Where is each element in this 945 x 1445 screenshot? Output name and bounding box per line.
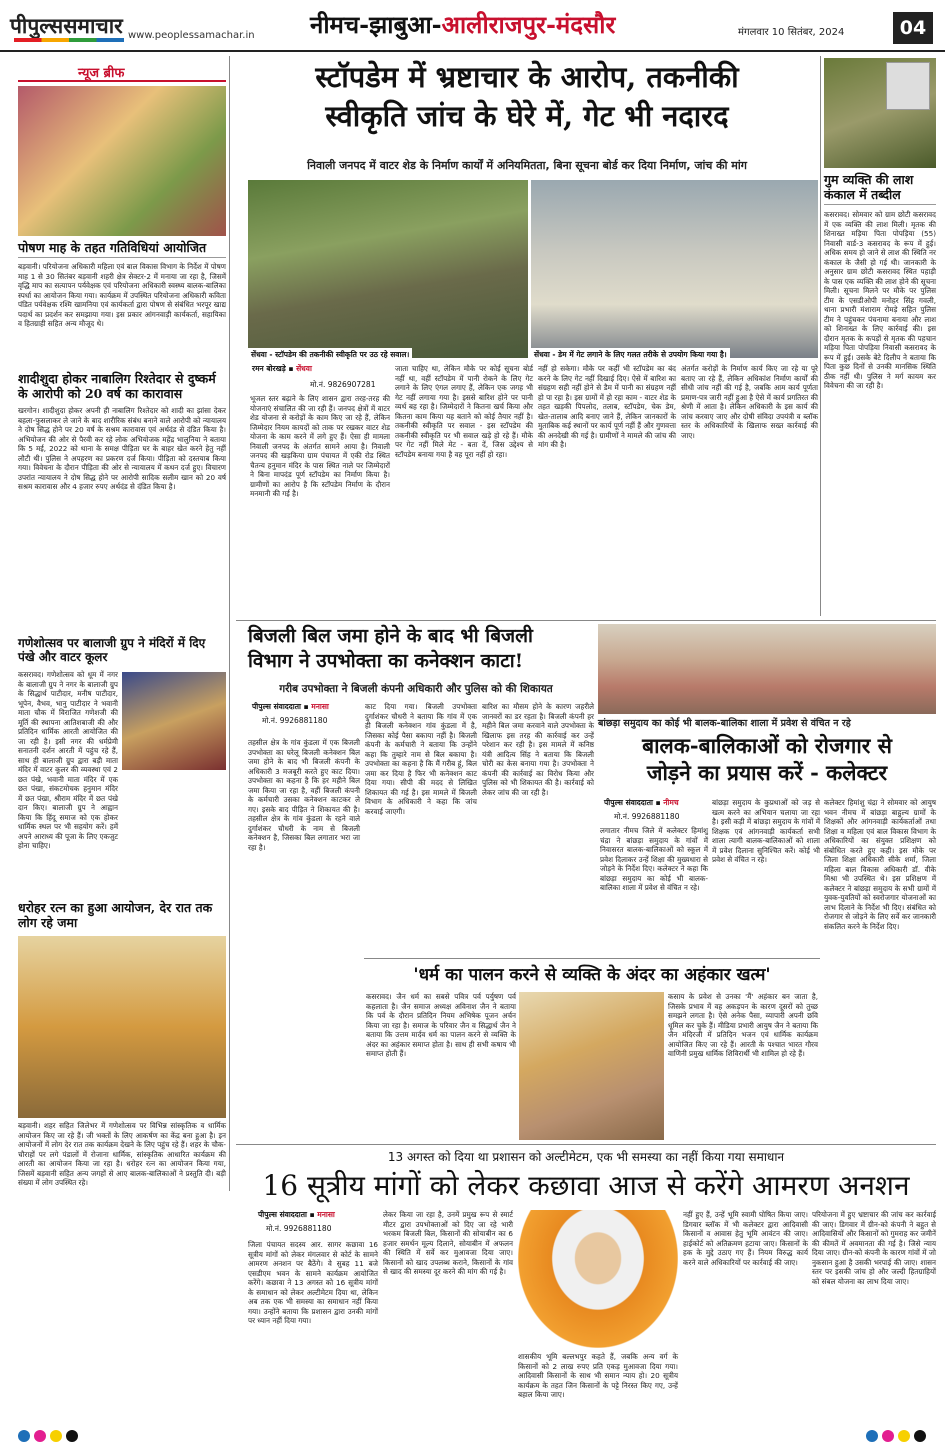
lead-subhead: निवाली जनपद में वाटर शेड के निर्माण कार्यों में अनियमितता, बिना सूचना बोर्ड कर दिया निर्माण, जांच की मांग [307, 159, 747, 172]
bijli-byline: पीपुल्स संवाददाता ▪ मनासा [252, 702, 329, 711]
bijli-headline [248, 624, 592, 673]
bijli-byline-place: मनासा [311, 702, 329, 711]
brief-4-title: धरोहर रत्न का हुआ आयोजन, देर रात तक लोग रहे जमा [18, 900, 213, 930]
dharm-col-2: कसाय के प्रवेश से उनका 'मैं' अहंकार बन जाता है, जिसके प्रभाव में वह अकड़पन के कारण दूसरों को तुच्छ समझने लगता है। ऐसे अनेक पैसा, व्यापारी अपनी छवि धूमिल कर चुके हैं। मीडिया प्रभारी आयुष जैन ने बताया कि जैन मंदिरजी में प्रतिदिन भजन एवं धार्मिक कार्यक्रम आयोजित किए जा रहे हैं। आरती के पश्चात भारत गौरव वाणिनी प्रमुख धार्मिक शिविरार्थी भी शामिल हो रहे हैं। [668, 992, 818, 1058]
section-title: नीमच-झाबुआ-आलीराजपुर-मंदसौर [310, 10, 616, 39]
lead-byline-place: सेंधवा [296, 364, 312, 373]
brief-3-body-cont [18, 774, 226, 896]
anshan-headline: 16 सूत्रीय मांगों को लेकर कछावा आज से करेंगे आमरण अनशन [262, 1169, 910, 1202]
section-divider [236, 620, 936, 621]
brief-1-body: बड़वानी। परियोजना अधिकारी महिला एवं बाल विकास विभाग के निर्देश में पोषण माह 1 से 30 सितंबर बड़वानी शहरी क्षेत्र सेक्टर-2 में मनाया जा रहा है, जिसमें वृद्धि माप का सत्यापन पर्यवेक्षक एवं परियोजना अधिकारी स्वस्थ्य बालक-बालिका स्पर्धा का आयोजन किया गया। कार्यक्रम में उपस्थित परियोजना अधिकारी कविता पंडित पर्यवेक्षक रश्मि खामनिया एवं कार्यकर्ता द्वारा पोषण से संबंधित भरपूर खाद्य पदार्थ का प्रदर्शन कर समझाया गया। इस प्रकार आंगनवाड़ी कार्यकर्ता, सहायिका व हितग्राही सहित अन्य मौजूद थे। [18, 262, 226, 328]
brief-2-title: शादीशुदा होकर नाबालिग रिश्तेदार से दुष्कर्म के आरोपी को 20 वर्ष का कारावास [18, 371, 216, 401]
logo-color-bar [14, 38, 124, 42]
column-rule [820, 56, 821, 616]
school-meeting-photo [598, 624, 936, 714]
lead-col-4: अंतर्गत करोड़ों के निर्माण कार्य किए जा रहे या पूरे बताए जा रहे हैं, लेकिन अधिकांश निर्माण कार्यों की सीधी जांच नहीं की गई है, जबकि आम कार्य पूर्णता प्रमाण-पत्र जारी नहीं हुआ है ऐसे में कार्य प्रगतिरत की श्रेणी में आता है। लेकिन अधिकारी के इस कार्य की जांच करवाए जाए और दोषी संविदा उपयंत्री व ब्लॉक स्तर के अधिकारियों के खिलाफ सख्त कार्रवाई की जाए। [681, 364, 818, 440]
jain-event-photo [519, 992, 664, 1140]
bijli-col-2: काट दिया गया। बिजली उपभोक्ता दुर्गाशंकर चौधरी ने बताया कि गांव में एक ही बिजली कनेक्शन गांव कुंडला में है, जिसका कोई पैसा बकाया नहीं है। बिजली कंपनी के कर्मचारी ने बताया कि उन्होंने कहा कि तुम्हारे नाम से बिल बकाया है। उपभोक्ता का कहना है कि मैं गरीब हूं, बिल जमा कर दिया है फिर भी कनेक्शन काट दिया गया। सीपी की मदद से लिखित शिकायत की गई है। इस मामले में बिजली विभाग के अधिकारी ने कहा कि जांच करवाई जाएगी। [365, 702, 477, 816]
anshan-mobile: मो.नं. 9926881180 [266, 1224, 332, 1233]
dharohar-event-photo [18, 936, 226, 1118]
bijli-col-3: बारिश का मौसम होने के कारण जहरीले जानवरों का डर रहता है। बिजली कंपनी हर महीने बिल जमा करवाने वाले उपभोक्ता के खिलाफ इस तरह की कार्रवाई कर उन्हें परेशान कर रही है। इस मामले में कनिष्ठ यंत्री आदित्य सिंह ने बताया कि बिजली चोरी का केस बनाया गया है। उपभोक्ता ने कंपनी की कार्रवाई का विरोध किया और पुलिस को भी शिकायत की है। कार्रवाई को लेकर जांच की जा रही है। [482, 702, 594, 797]
bijli-headline-line2: विभाग ने उपभोक्ता का कनेक्शन काटा! [248, 649, 524, 672]
bijli-headline-line1: बिजली बिल जमा होने के बाद भी बिजली [248, 625, 533, 647]
stopdam-photo-1 [248, 180, 528, 358]
nutrition-event-photo [18, 86, 226, 236]
brief-3-body: कसरावद। गणेशोत्सव को धूम में नगर के बालाजी ग्रुप ने नगर के बालाजी ग्रुप के सिद्धार्थ पाटीदार, मनीष पाटीदार, भूपेन, वैभव, भानु पाटीदार ने भवानी माता चौक में विराजित गणेशजी की मूर्ति की स्थापना आतिशबाजी की और प्रतिदिन धार्मिक आरती आयोजित की जा रही है। इसी नगर की धर्मप्रेमी सनातनी दर्शन आरती में पहुंच रहे हैं, साथ ही बालाजी ग्रुप द्वारा बड़ी माता मंदिर में वाटर कूलर की व्यवस्था एवं 2 छत पंखे, भवानी माता मंदिर में एक छत पंखा, संकटमोचक हनुमान मंदिर में छत पंखा, श्रीराम मंदिर में छत पंखे दान किए। बालाजी ग्रुप ने आह्वान किया कि हिंदू समाज को एक होकर धार्मिक स्थल पर भी सहयोग करें। हमें अपने आराध्य की पूजा के लिए एकजुट होना चाहिए। [18, 670, 118, 850]
school-headline-line1: बालक-बालिकाओं को रोजगार से [642, 733, 892, 758]
school-caption: बांछड़ा समुदाय का कोई भी बालक-बालिका शाला में प्रवेश से वंचित न रहे [598, 718, 851, 729]
column-rule [229, 56, 230, 1191]
victim-portrait [886, 62, 930, 110]
school-byline: पीपुल्स संवाददाता ▪ नीमच [604, 798, 679, 807]
anshan-band: 13 अगस्त को दिया था प्रशासन को अल्टीमेटम, एक भी समस्या का नहीं किया गया समाधान [387, 1150, 785, 1164]
lead-col-1: भूजल स्तर बढ़ाने के लिए शासन द्वारा तरह-तरह की योजनाएं संचालित की जा रही हैं। जनपद क्षेत्रों में वाटर शेड योजना से करोड़ों के काम किए जा रहे हैं, लेकिन जिम्मेदार नियम कायदों को ताक पर रखकर वाटर शेड योजना के काम करने में लगे हुए हैं। ऐसा ही मामला निवाली जनपद के अंतर्गत सामने आया है। निवाली जनपद की खड़किया ग्राम पंचायत में एकी रोड स्थित चैतन्य हनुमान मंदिर के पास स्थित नाले पर जिम्मेदारों ने बिना मापदंड पूर्ण स्टॉपडेम का निर्माण किया है। ग्रामीणों का आरोप है कि स्टॉपडेम निर्माण के दौरान मनमानी की गई है। [250, 394, 390, 498]
site-url: www.peoplessamachar.in [128, 30, 255, 41]
school-col-2: बांछड़ा समुदाय के कुप्रथाओं को जड़ से खत्म करने का अभियान चलाया जा रहा है। इसी कड़ी में बांछड़ा समुदाय के गांवों में शिक्षक एवं आंगनवाड़ी कार्यकर्ता सभी शाला त्यागी बालक-बालिकाओं को शाला में प्रवेश दिलाना सुनिश्चित करें। कोई भी प्रवेश से वंचित न रहे। [712, 798, 820, 864]
registration-mark [914, 1430, 926, 1442]
registration-mark [898, 1430, 910, 1442]
school-col-1: लगातार नीमच जिले में कलेक्टर हिमांशु चंद्रा ने बांछड़ा समुदाय के गांवों में निवासरत बालक-बालिकाओं को स्कूल में प्रवेश दिलाकर उन्हें शिक्षा की मुख्यधारा से जोड़ने के निर्देश दिए। कलेक्टर ने कहा कि बांछड़ा समुदाय का कोई भी बालक-बालिका शाला में प्रवेश से वंचित न रहे। [600, 826, 708, 892]
anshan-col-3: शासकीय भूमि बल्लभपुर कहते हैं, जबकि अन्य वर्ग के किसानों को 2 लाख रुपए प्रति एकड़ मुआवजा दिया गया। आदिवासी किसानों के साथ भी समान न्याय हो। 20 सूत्रीय कार्यक्रम के तहत जिन किसानों के पट्टे निरस्त किए गए, उन्हें बहाल किया जाए। [518, 1352, 678, 1399]
anshan-col-5: परियोजना में हुए भ्रष्टाचार की जांच कर कार्रवाई की जाए। डिगवार में ग्रीन-को कंपनी ने बहुत से आदिवासियों और किसानों को गुमराह कर जमीनें की कीमतें में अवमानता की गई है। जिसे न्याय दिया जाए। ग्रीन-को कंपनी के कारण गांवों में जो नुकसान हुआ है उसकी भरपाई की जाए। शासन स्तर पर इसकी जांच हो और जल्दी हितग्राहियों को संबल योजना का लाभ दिया जाए। [812, 1210, 936, 1286]
dharm-col-1: कसरावद। जैन धर्म का सबसे पवित्र पर्व पर्युषण पर्व कहलाता है। जैन समाज अध्यक्ष अविनाश जैन ने बताया कि पर्व के दौरान प्रतिदिन नियम अभिषेक पूजन अर्चन किया जा रहा है। समाज के परिवार जैन व सिद्धार्थ जैन ने बताया कि उत्तम मार्दव धर्म का पालन करने से व्यक्ति के अंदर का अहंकार समाप्त होता है। साथ ही सभी कषाय भी समाप्त होती हैं। [366, 992, 516, 1058]
ganesh-group-photo [122, 672, 226, 770]
anshan-col-4: नहीं हुए हैं, उन्हें भूमि स्वामी घोषित किया जाए। डिगवार ब्लॉक में भी कलेक्टर द्वारा आदिवासी किसानों व आवास हेतु भूमि आवंटन की जाए। हाईकोर्ट को अतिक्रमण हटाया जाए। किसानों के हक के मुद्दे उठाए गए हैं। नियम विरुद्ध कार्य करने वाले अधिकारियों पर कार्रवाई की जाए। [683, 1210, 808, 1267]
registration-mark [882, 1430, 894, 1442]
bijli-col-1: तहसील क्षेत्र के गांव कुंडला में एक बिजली उपभोक्ता का घरेलू बिजली कनेक्शन बिल जमा होने के बाद भी बिजली कंपनी के अधिकारी 3 मजबूरी करते हुए काट दिया। उपभोक्ता का कहना है कि हर महीने बिल जमा किया जा रहा है, वहीं बिजली कंपनी के कर्मचारी उसका कनेक्शन काटकर ले गए। इसके बाद पीड़ित ने शिकायत की है। तहसील क्षेत्र के गांव कुंडला के रहने वाले दुर्गाशंकर चौधरी के नाम से बिजली कनेक्शन है, जिसका बिल लगातार भरा जा रहा है। [248, 738, 360, 852]
stopdam-photo-2 [531, 180, 818, 358]
school-headline [598, 732, 936, 787]
news-brief-header: न्यूज ब्रीफ [18, 62, 226, 82]
brief-4-body: बड़वानी। शहर सहित जिलेभर में गणेशोत्सव पर विभिन्न सांस्कृतिक व धार्मिक आयोजन किए जा रहे हैं। जी भक्तों के लिए आकर्षण का केंद्र बना हुआ है। इन आयोजनों में लोग देर रात तक कार्यक्रम देखने के लिए पहुंच रहे हैं। शहर के चौक-चौराहों पर लगे पंडालों में रोजाना धार्मिक, सांस्कृतिक आधारित कार्यक्रम की आरती का आयोजन किया जा रहा है। धरोहर रत्न का आयोजन किया गया, जिसमें बड़वानी सहित अन्य जगहों से आए बालक-बालिकाओं ने प्रस्तुति दी। बड़ी संख्या में लोग उपस्थित रहे। [18, 1121, 226, 1187]
kachhava-portrait [518, 1210, 678, 1348]
lead-col-2: जाता चाहिए था, लेकिन मौके पर कोई सूचना बोर्ड नहीं था, वहीं स्टॉपडेम में पानी रोकने के लिए गेट लगाने के लिए एंगल लगाए हैं, लेकिन एक जगह भी गेट नहीं लगाया गया है। इससे बारिश होने पर पानी व्यर्थ बह रहा है। जिम्मेदारों ने कितना खर्च किया और कितना काम किया यह बताने को कोई तैयार नहीं है। तकनीकी स्वीकृति पर सवाल - इस स्टॉपडेम की तकनीकी स्वीकृति पर भी सवाल खड़े हो रहे हैं। मौके पर गेट नहीं मिले मेट - बता दें, जिस उद्देश्य से स्टॉपडेम बनाया गया है वह पूरा नहीं हो रहा। [395, 364, 533, 459]
school-headline-line2: जोड़ने का प्रयास करें - कलेक्टर [646, 760, 888, 786]
page-number: 04 [893, 12, 933, 44]
brief-2-body: खरगोन। शादीशुदा होकर अपनी ही नाबालिग रिश्तेदार को शादी का झांसा देकर बहला-फुसलाकर ले जाने के बाद शारीरिक संबंध बनाने वाले आरोपी को न्यायालय ने दोष सिद्ध होने पर 20 वर्ष के सश्रम कारावास एवं अर्थदंड से दंडित किया है। अभियोजन की ओर से पैरवी कर रहे लोक अभियोजक महेंद्र भालुनिया ने बताया कि 5 मई, 2022 को थाना के समक्ष पीड़िता घर के बाहर खेत करने हेतु नहीं लौटी थी। पुलिस ने अपहरण का प्रकरण दर्ज किया। पीड़िता को दस्तयाब किया गया। विवेचना के दौरान पीड़िता की ओर से न्यायालय में कथन दर्ज हुए। विचारण उपरांत न्यायालय ने दोष सिद्ध होने पर आरोपी सादिक सलीम खान को 20 वर्ष सश्रम कारावास और 4 हजार रुपए अर्थदंड से दंडित किया है। [18, 406, 226, 491]
brief-1-title: पोषण माह के तहत गतिविधियां आयोजित [18, 240, 226, 258]
lead-headline-line1: स्टॉपडेम में भ्रष्टाचार के आरोप, तकनीकी [315, 60, 739, 94]
anshan-byline-place: मनासा [317, 1210, 335, 1219]
registration-mark [50, 1430, 62, 1442]
dharm-headline: 'धर्म का पालन करने से व्यक्ति के अंदर का अहंकार खत्म' [413, 965, 771, 985]
registration-mark [866, 1430, 878, 1442]
registration-mark [66, 1430, 78, 1442]
section-title-red: आलीराजपुर-मंदसौर [441, 10, 616, 39]
missing-man-headline: गुम व्यक्ति की लाश कंकाल में तब्दील [824, 172, 936, 205]
lead-headline [236, 58, 818, 136]
registration-mark [18, 1430, 30, 1442]
school-col-3: कलेक्टर हिमांशु चंद्रा ने सोमवार को आयुष भवन नीमच में बांछड़ा बाहुल्य ग्रामों के शिक्षकों और आंगनवाड़ी कार्यकर्ताओं तथा शिक्षा व महिला एवं बाल विकास विभाग के अधिकारियों का संयुक्त प्रशिक्षण को संबोधित करते हुए कही। इस मौके पर जिला शिक्षा अधिकारी सीके शर्मा, जिला महिला बाल विकास अधिकारी डॉ. वीके मिश्रा भी उपस्थित थे। इस प्रशिक्षण में कलेक्टर ने बांछड़ा समुदाय के सभी ग्रामों में युवक-युवतियों को स्वरोजगार योजनाओं का लाभ दिलाने के निर्देश भी दिए। संबंधित को रोजगार से जोड़ने के लिए सर्वे कर जानकारी संकलित करने के निर्देश दिए। [824, 798, 936, 931]
lead-caption-1: सेंधवा - स्टॉपडेम की तकनीकी स्वीकृति पर उठ रहे सवाल। [248, 348, 412, 362]
anshan-col-1: जिला पंचायत सदस्य आर. सागर कछावा 16 सूत्रीय मांगों को लेकर मंगलवार से कोर्ट के सामने आमरण अनशन पर बैठेंगे। वे सुबह 11 बजे एसडीएम भवन के सामने कार्यक्रम आयोजित करेंगे। कछावा ने 13 अगस्त को 16 सूत्रीय मांगों के समाधान को लेकर अल्टीमेटम दिया था, लेकिन अब तक एक भी समस्या का समाधान नहीं किया गया। उन्होंने बताया कि प्रशासन द्वारा उनकी मांगों पर ध्यान नहीं दिया गया। [248, 1240, 378, 1325]
anshan-top-rule [236, 1144, 936, 1145]
logo-suffix: समाचार [63, 13, 123, 38]
missing-man-body: कसरावद। सोमवार को ग्राम छोटी कसरावद में एक व्यक्ति की लाश मिली। मृतक की शिनाख्त मड़िया पिता पोपड़िया (55) निवासी वार्ड-3 कसरावद के रूप में हुई। अधिक समय हो जाने से लाश की स्थिति नर कंकाल के जैसी हो गई थी। जानकारी के अनुसार ग्राम छोटी कसरावद स्थित पहाड़ी के पास एक व्यक्ति की लाश होने की सूचना मिली। सूचना मिलने पर मौके पर पुलिस टीम के एसडीओपी मनोहर सिंह गवली, थाना प्रभारी मंशाराम रोमड़े सहित पुलिस टीम ने पहुंचकर पंचनामा बनाया और लाश को शिनाख्त के लिए कार्रवाई की। इस दौरान मृतक के कपड़ों से मृतक की पहचान मड़िया पिता पोपड़िया निवासी कसरावद के रूप में हुई। उसके बेटे दिलीप ने बताया कि पिता कुछ दिनों से उनकी मानसिक स्थिति ठीक नहीं थी। पुलिस ने मर्ग कायम कर विवेचना की जा रही है। [824, 210, 936, 390]
bijli-mobile: मो.नं. 9926881180 [262, 716, 328, 725]
lead-headline-line2: स्वीकृति जांच के घेरे में, गेट भी नदारद [325, 99, 729, 134]
dateline: मंगलवार 10 सितंबर, 2024 [738, 27, 845, 38]
lead-col-3: नहीं हो सकेगा। मौके पर कहीं भी स्टॉपडेम का बंद करने के लिए गेट नहीं दिखाई दिए। ऐसे में बारिश का संग्रहण सही नहीं होने से डैम में पानी का संग्रहण नहीं हो पा रहा है। इस ग्रामों में हो रहा काम - वाटर शेड के तहत खड़की पिपलोद, तलाब, स्टॉपडेम, चेक डेम, खेत-तालाब आदि बनाए जाने हैं, लेकिन जानकारों के मुताबिक कई स्थानों पर कार्य पूर्ण नहीं हैं और गुणवत्ता की अनदेखी की गई है। ग्रामीणों ने मामले की जांच की मांग की है। [538, 364, 677, 449]
anshan-byline: पीपुल्स संवाददाता ▪ मनासा [258, 1210, 335, 1219]
newspaper-logo: पीपुल्ससमाचार [10, 13, 123, 38]
registration-mark [34, 1430, 46, 1442]
anshan-col-2: लेकर किया जा रहा है, उनमें प्रमुख रूप से स्मार्ट मीटर द्वारा उपभोक्ताओं को दिए जा रहे भारी भरकम बिजली बिल, किसानों की सोयाबीन का 6 हजार समर्थन मूल्य दिलाने, सोयाबीन में अफलन की स्थिति में सर्वे कर मुआवजा दिया जाए। किसानों को खाद उपलब्ध कराने, किसानों के गांव से खाद की समस्या दूर करने की मांग की गई है। [383, 1210, 513, 1276]
school-mobile: मो.नं. 9926881180 [614, 812, 680, 821]
school-byline-place: नीमच [663, 798, 679, 807]
brief-3-title: गणेशोत्सव पर बालाजी ग्रुप ने मंदिरों में दिए पंखे और वाटर कूलर [18, 636, 206, 665]
lead-byline: रमन बोरखड़े ▪ सेंधवा [252, 364, 312, 373]
lead-mobile: मो.नं. 9826907281 [310, 380, 376, 389]
bijli-subhead: गरीब उपभोक्ता ने बिजली कंपनी अधिकारी और पुलिस को की शिकायत [279, 683, 553, 695]
dharm-rule [364, 958, 820, 959]
lead-caption-2: सेंधवा - डेम में गेट लगाने के लिए गलत तरीके से उपयोग किया गया है। [531, 348, 730, 362]
